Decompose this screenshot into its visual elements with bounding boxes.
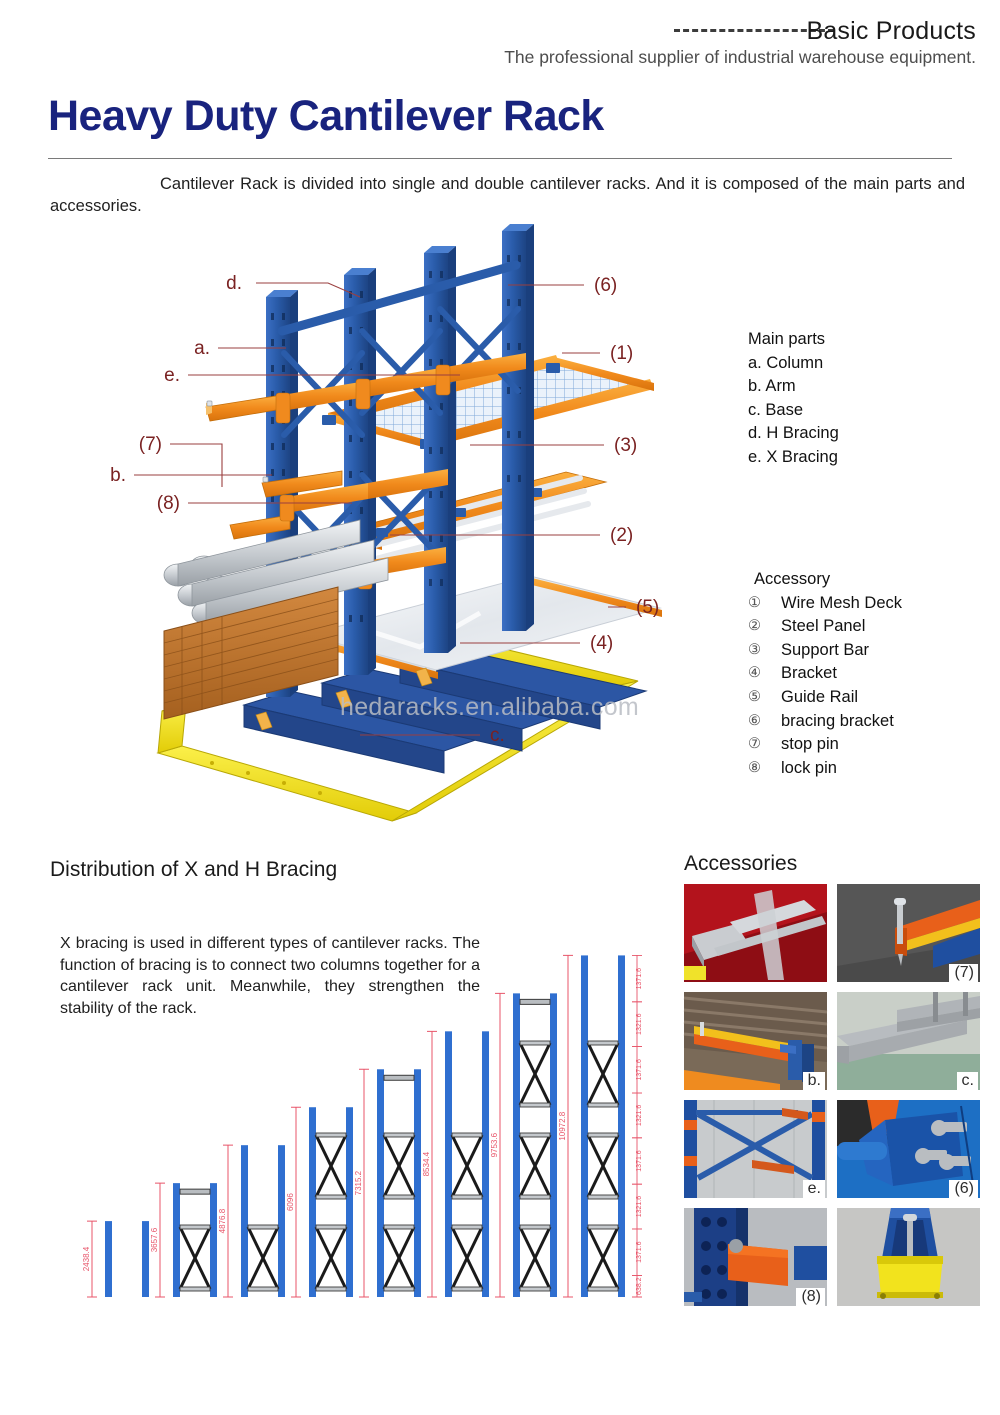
accessory-label: stop pin — [781, 735, 839, 754]
accessory-heading: Accessory — [754, 570, 831, 588]
callout-7: (7) — [138, 434, 162, 455]
accessory-number: ⑤ — [748, 688, 761, 705]
main-part-item: e. X Bracing — [748, 447, 838, 466]
frame-height-label: 9753.6 — [490, 1132, 499, 1158]
page-title: Heavy Duty Cantilever Rack — [48, 92, 604, 140]
guide-rail-photo[interactable] — [837, 1208, 980, 1306]
callout-4: (4) — [590, 633, 614, 654]
accessories-gallery-title: Accessories — [684, 852, 798, 875]
x-bracing-rail — [588, 1103, 618, 1107]
accessory-item — [748, 686, 902, 710]
x-bracing-rail — [248, 1225, 278, 1229]
frame-height-label: 6096 — [286, 1193, 295, 1212]
x-bracing-rail — [248, 1287, 278, 1291]
lock-pin-photo[interactable] — [684, 1208, 827, 1306]
bracing-frame — [490, 993, 557, 1297]
x-bracing-rail — [452, 1195, 482, 1199]
accessory-legend — [748, 568, 902, 780]
accessory-item — [748, 710, 902, 734]
x-bracing-rail — [520, 1133, 550, 1137]
accessories-photo-grid — [684, 884, 980, 1314]
x-bracing-rail — [180, 1287, 210, 1291]
frame-column — [618, 955, 625, 1297]
callout-2: (2) — [610, 525, 634, 546]
frame-column — [278, 1145, 285, 1297]
x-bracing-rail — [588, 1195, 618, 1199]
frame-column — [550, 993, 557, 1297]
callout-b: b. — [110, 465, 126, 486]
base-photo[interactable] — [837, 992, 980, 1090]
main-part-item: c. Base — [748, 400, 804, 419]
main-part-item: a. Column — [748, 353, 824, 372]
x-bracing-rail — [588, 1287, 618, 1291]
accessory-number: ⑦ — [748, 736, 761, 753]
x-bracing-rail — [520, 1225, 550, 1229]
accessory-number: ① — [748, 594, 761, 611]
bracing-section-title: Distribution of X and H Bracing — [50, 858, 338, 881]
accessory-item — [748, 639, 902, 663]
accessory-label: Wire Mesh Deck — [781, 593, 903, 612]
callout-8: (8) — [156, 493, 180, 514]
x-bracing-rail — [452, 1133, 482, 1137]
frame-column — [173, 1183, 180, 1297]
x-bracing-rail — [588, 1225, 618, 1229]
accessory-item — [748, 733, 902, 757]
x-bracing-rail — [316, 1225, 346, 1229]
segment-height-label: 1321.6 — [636, 1013, 643, 1035]
accessory-label: Support Bar — [781, 640, 870, 659]
x-bracing-rail — [316, 1287, 346, 1291]
h-bracing-bar — [520, 999, 550, 1004]
photo-caption: (7) — [949, 964, 978, 982]
accessory-label: Guide Rail — [781, 687, 859, 706]
photo-caption: b. — [803, 1072, 825, 1090]
bracing-frame — [82, 1221, 149, 1297]
header-tagline: The professional supplier of industrial warehouse equipment. — [504, 47, 976, 67]
arm-photo[interactable] — [684, 992, 827, 1090]
bracing-frame — [422, 1031, 489, 1297]
frame-height-label: 2438.4 — [82, 1246, 91, 1272]
accessory-label: lock pin — [781, 758, 837, 777]
segment-height-label: 638.2 — [636, 1277, 643, 1295]
main-parts-list — [748, 352, 839, 470]
wire-mesh-deck-photo[interactable] — [684, 884, 827, 982]
segment-height-label: 1371.6 — [636, 1241, 643, 1263]
photo-caption: (6) — [949, 1180, 978, 1198]
frame-column — [482, 1031, 489, 1297]
accessory-label: bracing bracket — [781, 711, 894, 730]
x-bracing-rail — [588, 1041, 618, 1045]
x-bracing-rail — [384, 1195, 414, 1199]
photo-caption: c. — [957, 1072, 978, 1090]
accessory-number: ⑧ — [748, 759, 761, 776]
accessory-number: ③ — [748, 641, 761, 658]
bracing-frame — [354, 1069, 421, 1297]
callout-5: (5) — [636, 597, 660, 618]
frame-column — [210, 1183, 217, 1297]
frame-column — [414, 1069, 421, 1297]
x-bracing-rail — [520, 1195, 550, 1199]
callout-a: a. — [194, 338, 210, 359]
accessory-label: Bracket — [781, 664, 837, 683]
x-bracing-rail — [180, 1225, 210, 1229]
bracing-bracket-photo[interactable] — [837, 1100, 980, 1198]
cantilever-rack-exploded-diagram — [60, 235, 720, 815]
accessory-list — [748, 592, 902, 781]
accessory-number: ④ — [748, 665, 761, 682]
frame-column — [513, 993, 520, 1297]
x-bracing-rail — [452, 1287, 482, 1291]
accessory-label: Steel Panel — [781, 617, 866, 636]
x-bracing-photo[interactable] — [684, 1100, 827, 1198]
x-bracing-rail — [384, 1287, 414, 1291]
frame-column — [581, 955, 588, 1297]
accessory-number: ② — [748, 618, 761, 635]
main-part-item: b. Arm — [748, 377, 796, 396]
frame-height-label: 10972.8 — [558, 1111, 567, 1141]
x-bracing-rail — [384, 1133, 414, 1137]
bracing-height-chart — [82, 925, 680, 1315]
h-bracing-bar — [180, 1189, 210, 1194]
segment-height-label: 1371.6 — [636, 1059, 643, 1081]
frame-height-label: 3657.6 — [150, 1227, 159, 1253]
watermark: hedaracks.en.alibaba.com — [340, 693, 640, 721]
bracing-frame — [218, 1145, 285, 1297]
frame-column — [445, 1031, 452, 1297]
callout-1: (1) — [610, 343, 634, 364]
accessory-item — [748, 662, 902, 686]
accessory-item — [748, 592, 902, 616]
page-header — [0, 0, 1000, 78]
frame-column — [377, 1069, 384, 1297]
segment-height-label: 1321.6 — [636, 1195, 643, 1218]
segment-height-label: 1371.6 — [636, 967, 643, 990]
x-bracing-rail — [520, 1041, 550, 1045]
frame-height-label: 8534.4 — [422, 1151, 431, 1177]
frame-column — [142, 1221, 149, 1297]
photo-caption: e. — [803, 1180, 825, 1198]
bracing-section-body: X bracing is used in different types of cantilever racks. The function of bracing is to connect two columns together for a cantilever rack unit. Meanwhile, they strengthen the stability of the rack. — [60, 935, 480, 1017]
callout-e: e. — [164, 365, 180, 386]
bracing-frame — [558, 955, 643, 1297]
bracing-frame — [286, 1107, 353, 1297]
x-bracing-rail — [520, 1103, 550, 1107]
main-parts-legend — [748, 328, 839, 470]
x-bracing-rail — [384, 1225, 414, 1229]
h-bracing-group — [282, 265, 516, 331]
accessory-number: ⑥ — [748, 712, 761, 729]
accessory-item — [748, 757, 902, 781]
header-brand-label: Basic Products — [806, 17, 976, 45]
stop-pin-photo[interactable] — [837, 884, 980, 982]
segment-height-label: 1321.6 — [636, 1104, 643, 1127]
x-bracing-rail — [588, 1133, 618, 1137]
callout-6: (6) — [594, 275, 618, 296]
frame-column — [105, 1221, 112, 1297]
accessory-item — [748, 615, 902, 639]
h-bracing-bar — [384, 1075, 414, 1080]
callout-d: d. — [226, 273, 242, 294]
x-bracing-rail — [316, 1133, 346, 1137]
frame-height-label: 7315.2 — [354, 1170, 363, 1196]
callout-3: (3) — [614, 435, 638, 456]
callout-c: c. — [490, 725, 505, 746]
bracing-frame — [150, 1183, 217, 1297]
segment-height-label: 1371.6 — [636, 1150, 643, 1172]
frame-column — [241, 1145, 248, 1297]
x-bracing-rail — [316, 1195, 346, 1199]
main-parts-heading: Main parts — [748, 330, 826, 348]
x-bracing-rail — [520, 1287, 550, 1291]
frame-height-label: 4876.8 — [218, 1208, 227, 1234]
x-bracing-rail — [452, 1225, 482, 1229]
main-part-item: d. H Bracing — [748, 424, 839, 443]
title-divider — [48, 158, 952, 159]
photo-caption: (8) — [796, 1288, 825, 1306]
intro-paragraph: Cantilever Rack is divided into single and double cantilever racks. And it is composed of the main parts and accessories. — [50, 175, 965, 215]
